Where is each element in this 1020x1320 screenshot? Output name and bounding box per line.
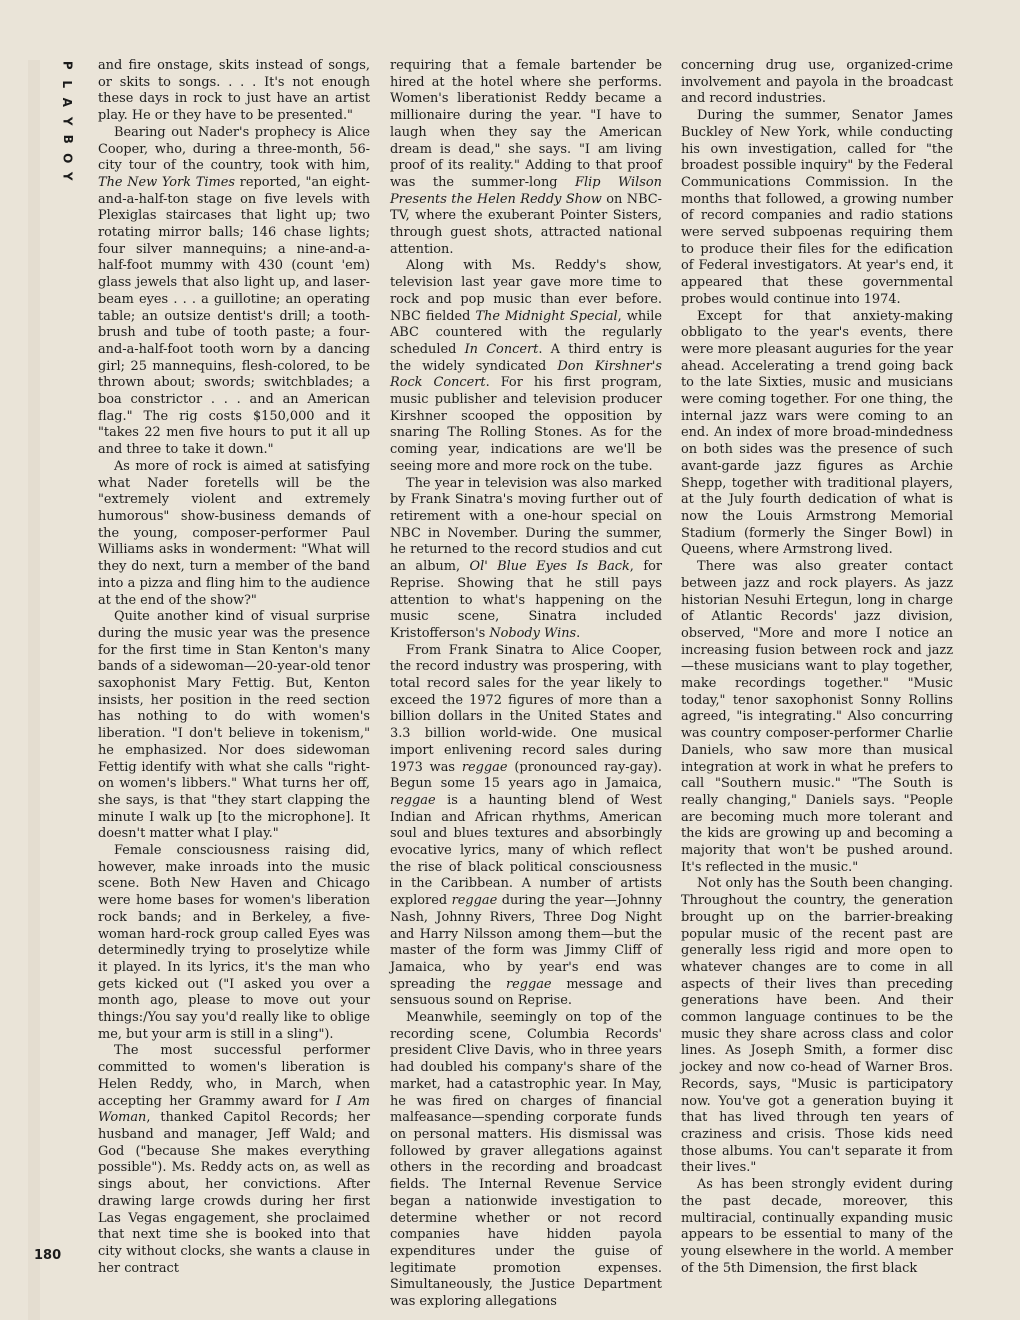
- article-paragraph: [390, 643, 662, 1010]
- title-italic: Flip Wilson Presents the Helen Reddy Show: [390, 174, 662, 207]
- article-paragraph: [98, 459, 370, 609]
- text-run: From Frank Sinatra to Alice Cooper, the record industry was prospering, with total record sales for the year likely to exceed the 1972 figures of more than a billion dollars in the United States and 3.3 billion world-wide. One musical import enlivening record sales during 1973 was: [390, 642, 662, 775]
- text-run: Along with Ms. Reddy's show, television last year gave more time to rock and pop music than ever before. NBC fielded: [390, 258, 662, 324]
- article-paragraph: [681, 58, 953, 108]
- text-run: reported, "an eight-and-a-half-ton stage on five levels with Plexiglas staircases that light up; two rotating mirror balls; 146 chase lights; four silver mannequins; a nine-and-a-half-foot mummy with 430 (count 'em) glass jewels that also light up, and laser-beam eyes . . . a guillotine; an operating table; an outsize dentist's drill; a tooth-brush and tube of tooth paste; a four-and-a-half-foot tooth worn by a dancing girl; 25 mannequins, flesh-colored, to be thrown about; swords; switchblades; a boa constrictor . . . and an American flag." The rig costs $150,000 and it "takes 22 men five hours to put it all up and three to take it down.": [98, 174, 370, 458]
- title-italic: reggae: [390, 792, 436, 808]
- title-italic: reggae: [461, 759, 508, 775]
- masthead-letter: Y: [60, 116, 75, 126]
- article-paragraph: [390, 1010, 662, 1311]
- text-run: concerning drug use, organized-crime involvement and payola in the broadcast and record industries.: [681, 58, 953, 107]
- text-run: , while ABC countered with the regularly scheduled: [390, 308, 663, 357]
- text-column-3: [681, 58, 953, 1274]
- text-run: and fire onstage, skits instead of songs, or skits to songs. . . . It's not enough these days in rock to just have an artist play. He or they have to be presented.": [98, 58, 370, 124]
- page-gutter: [28, 60, 40, 1320]
- article-paragraph: [681, 559, 953, 876]
- article-paragraph: [98, 843, 370, 1043]
- article-paragraph: [681, 309, 953, 560]
- masthead-letter: B: [60, 134, 75, 144]
- title-italic: Don Kirshner's Rock Concert: [390, 358, 662, 391]
- masthead-letter: L: [60, 79, 75, 88]
- title-italic: Nobody Wins: [489, 625, 577, 641]
- masthead-letter: P: [60, 60, 75, 70]
- article-paragraph: [98, 609, 370, 843]
- article-paragraph: [98, 1043, 370, 1277]
- masthead-letter: A: [60, 97, 75, 107]
- title-italic: reggae: [451, 893, 498, 909]
- text-run: , for Reprise. Showing that he still pays attention to what's happening on the music scene, Sinatra included Kristofferson's: [390, 559, 663, 641]
- article-paragraph: [681, 876, 953, 1177]
- article-paragraph: [390, 58, 662, 258]
- text-run: The year in television was also marked by Frank Sinatra's moving further out of retirement with a one-hour special on NBC in November. During the summer, he returned to the record studios and cut an album,: [390, 475, 662, 575]
- text-run: .: [576, 625, 581, 641]
- masthead-playboy: [60, 56, 75, 186]
- article-paragraph: [98, 125, 370, 459]
- masthead-letter: Y: [60, 171, 75, 181]
- title-italic: I Am Woman: [98, 1093, 370, 1126]
- text-run: During the summer, Senator James Buckley of New York, while conducting his own investigation, called for "the broadest possible inquiry" by the Federal Communications Commission. In the months that followed, a growing number of record companies and radio stations were served subpoenas requiring them to produce their files for the edification of Federal investigators. At year's end, it appeared that these governmental probes would continue into 1974.: [681, 108, 953, 307]
- title-italic: The Midnight Special: [475, 308, 618, 324]
- text-run: . A third entry is the widely syndicated: [390, 341, 662, 374]
- masthead-letter: O: [60, 152, 75, 163]
- page-number: 180: [34, 1248, 62, 1263]
- text-run: on NBC-TV, where the exuberant Pointer Sisters, through guest shots, attracted national attention.: [390, 191, 662, 257]
- text-run: The most successful performer committed to women's liberation is Helen Reddy, who, in March, when accepting her Grammy award for: [98, 1043, 370, 1109]
- text-run: Bearing out Nader's prophecy is Alice Cooper, who, during a three-month, 56-city tour of the country, took with him,: [98, 124, 370, 174]
- article-paragraph: [681, 1177, 953, 1277]
- text-run: There was also greater contact between jazz and rock players. As jazz historian Nesuhi Ertegun, long in charge of Atlantic Records' jazz division, observed, "More and more I notice an increasing fusion between rock and jazz—these musicians want to play together, make recordings together." "Music today," tenor saxophonist Sonny Rollins agreed, "is integrating." Also concurring was country composer-performer Charlie Daniels, who saw more than musical integration at work in what he prefers to call "Southern music." "The South is really changing," Daniels says. "People are becoming much more tolerant and the kids are growing up and becoming a majority that won't be pushed around. It's reflected in the music.": [681, 559, 953, 875]
- text-run: As has been strongly evident during the past decade, moreover, this multiracial, continually expanding music appears to be essential to many of the young elsewhere in the world. A member of the 5th Dimension, the first black: [681, 1177, 953, 1276]
- text-run: , thanked Capitol Records; her husband and manager, Jeff Wald; and God ("because She makes everything possible"). Ms. Reddy acts on, as well as sings about, her convictions. After drawing large crowds during her first Las Vegas engagement, she proclaimed that next time she is booked into that city without clocks, she wants a clause in her contract: [98, 1110, 370, 1276]
- article-paragraph: [390, 258, 662, 475]
- text-run: requiring that a female bartender be hired at the hotel where she performs. Women's liberationist Reddy became a millionaire during the year. "I have to laugh when they say the American dream is dead," she says. "I am living proof of its reality." Adding to that proof was the summer-long: [390, 58, 662, 190]
- text-run: during the year—Johnny Nash, Johnny Rivers, Three Dog Night and Harry Nilsson among them—but the master of the form was Jimmy Cliff of Jamaica, who by year's end was spreading the: [390, 893, 662, 992]
- text-run: As more of rock is aimed at satisfying what Nader foretells will be the "extremely violent and extremely humorous" show-business demands of the young, composer-performer Paul Williams asks in wonderment: "What will they do next, turn a member of the band into a pizza and fling him to the audience at the end of the show?": [98, 458, 370, 608]
- text-run: Except for that anxiety-making obbligato to the year's events, there were more pleasant auguries for the year ahead. Accelerating a trend going back to the late Sixties, music and musicians were coming together. For one thing, the internal jazz wars were coming to an end. An index of more broad-mindedness on both sides was the presence of such avant-garde jazz figures as Archie Shepp, together with traditional players, at the July fourth dedication of what is now the Louis Armstrong Memorial Stadium (formerly the Singer Bowl) in Queens, where Armstrong lived.: [681, 308, 953, 558]
- text-run: . For his first program, music publisher and television producer Kirshner scooped the opposition by snaring The Rolling Stones. As for the coming year, indications are we'll be seeing more and more rock on the tube.: [390, 375, 662, 474]
- title-italic: Ol' Blue Eyes Is Back: [469, 559, 630, 575]
- text-run: Female consciousness raising did, however, make inroads into the music scene. Both New Haven and Chicago were home bases for women's liberation rock bands; and in Berkeley, a five-woman hard-rock group called Eyes was determinedly trying to proselytize while it played. In its lyrics, it's the man who gets kicked out ("I asked you over a month ago, please to move out your things:/You say you'd really like to oblige me, but your arm is still in a sling").: [98, 843, 370, 1042]
- text-run: Quite another kind of visual surprise during the music year was the presence for the first time in Stan Kenton's many bands of a sidewoman—20-year-old tenor saxophonist Mary Fettig. But, Kenton insists, her position in the reed section has nothing to do with women's liberation. "I don't believe in tokenism," he emphasized. Nor does sidewoman Fettig identify with what she calls "right-on women's libbers." What turns her off, she says, is that "they start clapping the minute I walk up [to the microphone]. It doesn't matter what I play.": [98, 609, 370, 842]
- text-run: Not only has the South been changing. Throughout the country, the generation brought up on the barrier-breaking popular music of the recent past are generally less rigid and more open to whatever changes are to come in all aspects of their lives than preceding generations have been. And their common language continues to be the music they share across class and color lines. As Joseph Smith, a former disc jockey and now co-head of Warner Bros. Records, says, "Music is participatory now. You've got a generation buying it that has lived through ten years of craziness and crisis. Those kids need those albums. You can't separate it from their lives.": [681, 876, 953, 1176]
- text-column-2: [390, 58, 663, 1310]
- article-paragraph: [98, 58, 370, 125]
- text-run: is a haunting blend of West Indian and African rhythms, American soul and blues textures and absorbingly evocative lyrics, many of which reflect the rise of black political consciousness in the Caribbean. A number of artists explored: [390, 792, 662, 909]
- text-run: (pronounced ray-gay). Begun some 15 years ago in Jamaica,: [390, 759, 662, 792]
- text-run: Meanwhile, seemingly on top of the recording scene, Columbia Records' president Clive Davis, who in three years had doubled his company's share of the market, had a catastrophic year. In May, he was fired on charges of financial malfeasance—spending corporate funds on personal matters. His dismissal was followed by graver allegations against others in the recording and broadcast fields. The Internal Revenue Service began a nationwide investigation to determine whether or not record companies have hidden payola expenditures under the guise of legitimate promotion expenses. Simultaneously, the Justice Department was exploring allegations: [390, 1010, 662, 1310]
- article-paragraph: [681, 108, 953, 308]
- article-paragraph: [390, 476, 662, 643]
- text-run: message and sensuous sound on Reprise.: [390, 976, 662, 1009]
- title-italic: reggae: [505, 976, 552, 992]
- title-italic: The New York Times: [98, 174, 235, 190]
- title-italic: In Concert: [464, 341, 539, 357]
- text-column-1: [98, 58, 370, 1274]
